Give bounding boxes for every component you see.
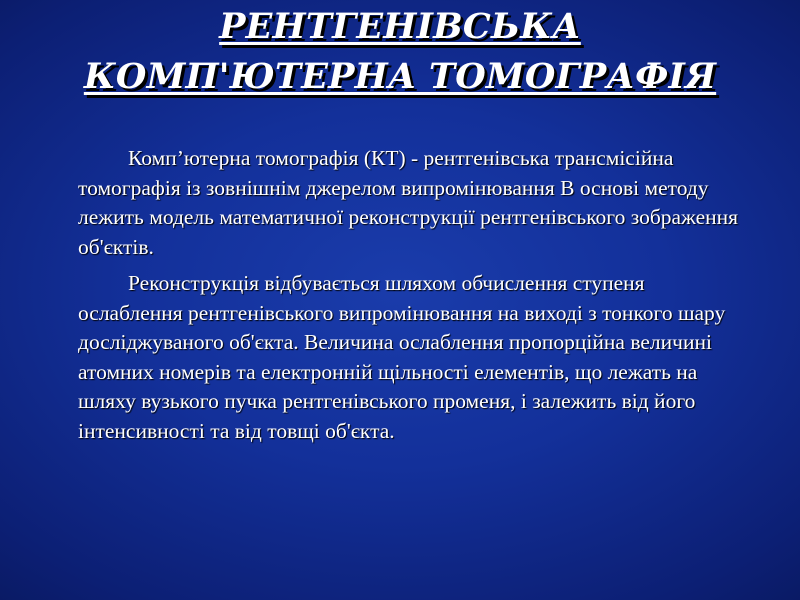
slide-title [0, 2, 800, 102]
slide-title-line-2: КОМП'ЮТЕРНА ТОМОГРАФІЯ [83, 56, 717, 97]
body-paragraph-1: Комп’ютерна томографія (КТ) - рентгенівська трансмісійна томографія із зовнішнім джерелом випромінювання В основі методу лежить модель математичної реконструкції рентгенівського зображення об'єктів. [78, 146, 739, 259]
body-paragraph-2: Реконструкція відбувається шляхом обчислення ступеня ослаблення рентгенівського випромінювання на виході з тонкого шару досліджуваного об'єкта. Величина ослаблення пропорційна величині атомних номерів та електронній щільності елементів, що лежать на шляху вузького пучка рентгенівського променя, і залежить від його інтенсивності та від товщі об'єкта. [78, 271, 726, 443]
slide-body [78, 144, 750, 453]
slide-title-line-1: РЕНТГЕНІВСЬКА [219, 6, 581, 47]
